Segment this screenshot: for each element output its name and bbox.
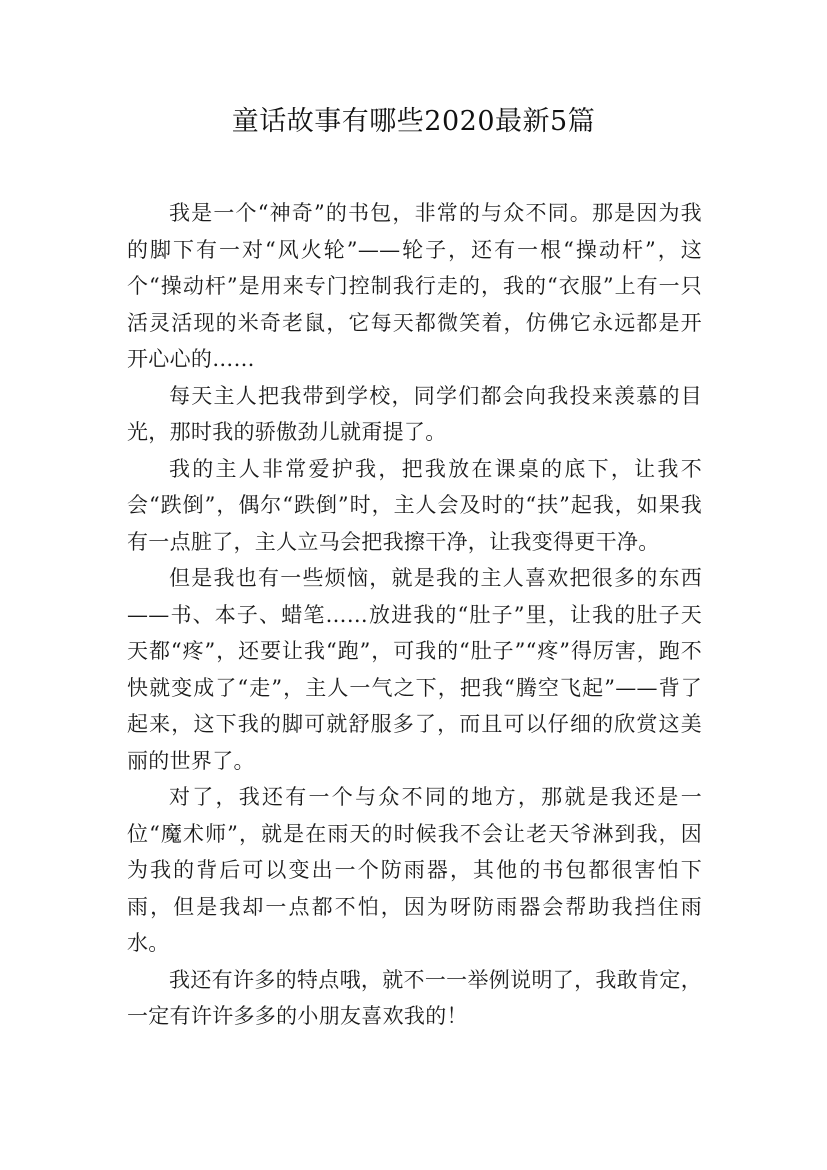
document-title: 童话故事有哪些2020最新5篇 — [231, 106, 596, 137]
paragraph-1: 我是一个“神奇”的书包，非常的与众不同。那是因为我的脚下有一对“风火轮”——轮子，还有一根“操动杆”，这个“操动杆”是用来专门控制我行走的，我的“衣服”上有一只活灵活现的米奇老鼠，它每天都微笑着，仿佛它永远都是开开心心的…… — [127, 201, 702, 371]
paragraph-2: 每天主人把我带到学校，同学们都会向我投来羡慕的目光，那时我的骄傲劲儿就甭提了。 — [127, 383, 702, 444]
paragraph-4: 但是我也有一些烦恼，就是我的主人喜欢把很多的东西——书、本子、蜡笔……放进我的“肚子”里，让我的肚子天天都“疼”，还要让我“跑”，可我的“肚子”“疼”得厉害，跑不快就变成了“走”，主人一气之下，把我“腾空飞起”——背了起来，这下我的脚可就舒服多了，而且可以仔细的欣赏这美丽的世界了。 — [127, 566, 702, 773]
paragraph-5: 对了，我还有一个与众不同的地方，那就是我还是一位“魔术师”，就是在雨天的时候我不会让老天爷淋到我，因为我的背后可以变出一个防雨器，其他的书包都很害怕下雨，但是我却一点都不怕，因为呀防雨器会帮助我挡住雨水。 — [127, 785, 702, 955]
paragraph-6: 我还有许多的特点哦，就不一一举例说明了，我敢肯定，一定有许许多多的小朋友喜欢我的！ — [127, 967, 702, 1028]
document-body — [127, 195, 702, 1035]
paragraph-3: 我的主人非常爱护我，把我放在课桌的底下，让我不会“跌倒”，偶尔“跌倒”时，主人会及时的“扶”起我，如果我有一点脏了，主人立马会把我擦干净，让我变得更干净。 — [127, 456, 702, 554]
